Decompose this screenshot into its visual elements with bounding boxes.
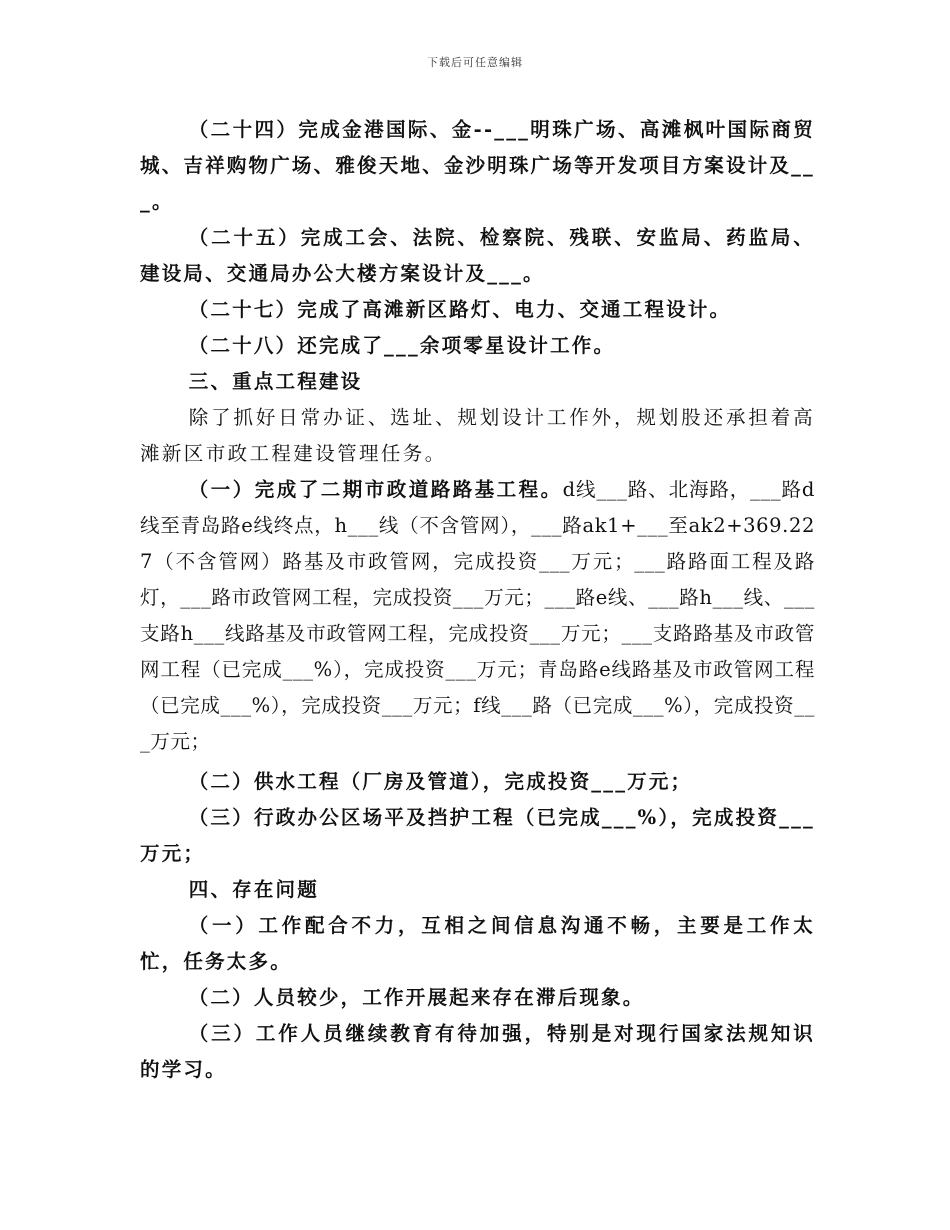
paragraph-key-projects-intro: 除了抓好日常办证、选址、规划设计工作外，规划股还承担着高滩新区市政工程建设管理任务。 <box>140 406 815 465</box>
paragraph-item-24: （二十四）完成金港国际、金--___明珠广场、高滩枫叶国际商贸城、吉祥购物广场、雅俊天地、金沙明珠广场等开发项目方案设计及___。 <box>140 118 815 213</box>
paragraph-issue-1: （一）工作配合不力，互相之间信息沟通不畅，主要是工作太忙，任务太多。 <box>140 914 815 973</box>
paragraph-project-2: （二）供水工程（厂房及管道），完成投资___万元； <box>188 770 693 793</box>
paragraph-issue-3: （三）工作人员继续教育有待加强，特别是对现行国家法规知识的学习。 <box>140 1022 815 1081</box>
paragraph-issue-2: （二）人员较少，工作开展起来存在滞后现象。 <box>188 986 645 1009</box>
page-header: 下载后可任意编辑 <box>427 56 523 69</box>
paragraph-item-28: （二十八）还完成了___余项零星设计工作。 <box>188 334 616 357</box>
paragraph-item-27: （二十七）完成了高滩新区路灯、电力、交通工程设计。 <box>188 298 732 321</box>
paragraph-project-3: （三）行政办公区场平及挡护工程（已完成___%），完成投资___万元； <box>140 806 815 865</box>
project-1-detail: d线___路、北海路，___路d线至青岛路e线终点，h___线（不含管网），___路ak1+___至ak2+369.227（不含管网）路基及市政管网，完成投资___万元；___路路面工程及路灯，___路市政管网工程，完成投资___万元；___路e线、___路h___线、___支路h___线路基及市政管网工程，完成投资___万元；___支路路基及市政管网工程（已完成___%），完成投资___万元；青岛路e线路基及市政管网工程（已完成___%），完成投资___万元；f线___路（已完成___%），完成投资___万元； <box>140 478 815 753</box>
paragraph-project-1 <box>140 472 815 760</box>
section-heading-key-projects: 三、重点工程建设 <box>188 370 363 393</box>
project-1-lead: （一）完成了二期市政道路路基工程。 <box>188 478 563 501</box>
section-heading-issues: 四、存在问题 <box>188 878 319 901</box>
paragraph-item-25: （二十五）完成工会、法院、检察院、残联、安监局、药监局、建设局、交通局办公大楼方案设计及___。 <box>140 226 815 285</box>
document-body <box>140 112 815 1088</box>
